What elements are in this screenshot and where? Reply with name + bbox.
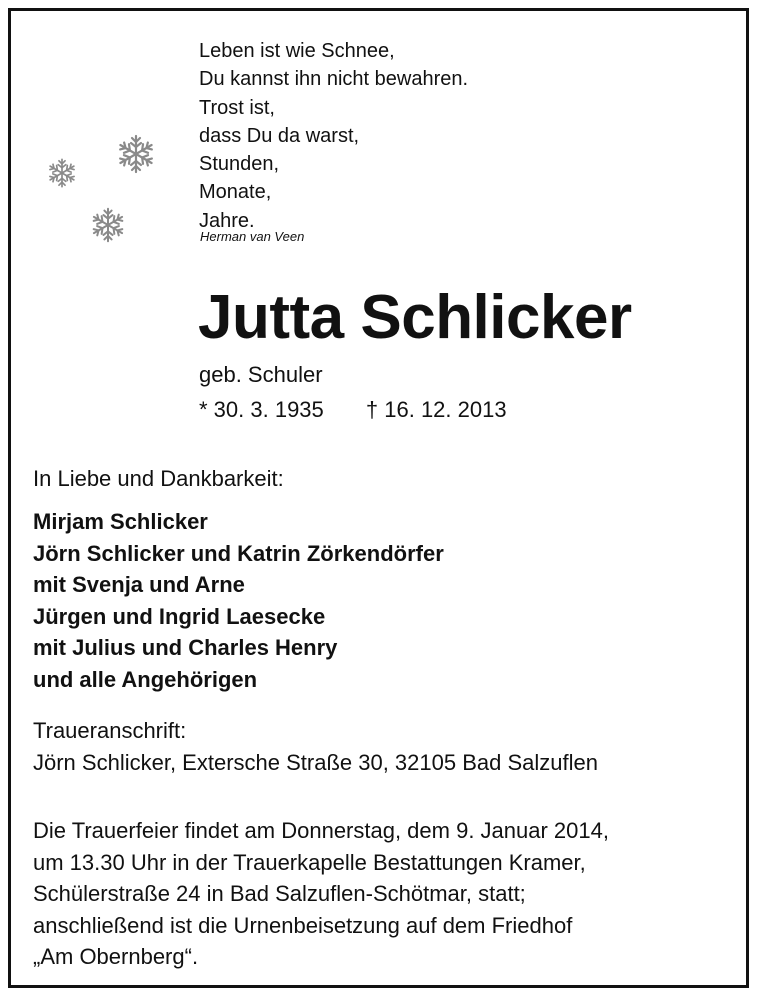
mourner-line: mit Julius und Charles Henry [33,635,338,660]
poem-author: Herman van Veen [200,229,305,244]
service-line: um 13.30 Uhr in der Trauerkapelle Bestattungen Kramer, [33,849,586,875]
mourners-list [33,506,444,695]
birth-date: * 30. 3. 1935 [199,397,324,422]
mourner-line: mit Svenja und Arne [33,572,245,597]
poem-line: Du kannst ihn nicht bewahren. [199,68,469,91]
deceased-name: Jutta Schlicker [198,283,632,352]
address-value: Jörn Schlicker, Extersche Straße 30, 32105 Bad Salzuflen [33,750,598,775]
address-label: Traueranschrift: [33,718,187,743]
mourner-line: und alle Angehörigen [33,666,258,692]
poem-line: Trost ist, [199,96,275,119]
poem-line: Leben ist wie Schnee, [199,40,395,62]
mourner-line: Jürgen und Ingrid Laesecke [33,603,326,629]
mourner-line: Mirjam Schlicker [33,509,208,534]
mourners-intro: In Liebe und Dankbarkeit: [33,466,284,491]
snowflake-icon [89,206,127,244]
service-line: anschließend ist die Urnenbeisetzung auf dem Friedhof [33,912,573,938]
snowflake-icon [46,157,78,189]
poem-line: dass Du da warst, [199,124,360,147]
poem-line: Jahre. [199,209,255,232]
maiden-name: geb. Schuler [199,362,323,387]
funeral-service-info [33,815,609,973]
poem-line: Monate, [199,181,272,204]
snowflake-icon [115,133,157,175]
death-date: † 16. 12. 2013 [365,397,507,422]
mourner-line: Jörn Schlicker und Katrin Zörkendörfer [33,540,444,566]
poem [199,37,468,235]
service-line: Die Trauerfeier findet am Donnerstag, dem 9. Januar 2014, [33,818,609,843]
service-line: Schülerstraße 24 in Bad Salzuflen-Schötmar, statt; [33,881,526,906]
poem-line: Stunden, [199,153,280,176]
life-dates [199,397,507,423]
service-line: „Am Obernberg“. [33,944,199,969]
mourning-address [33,715,598,779]
